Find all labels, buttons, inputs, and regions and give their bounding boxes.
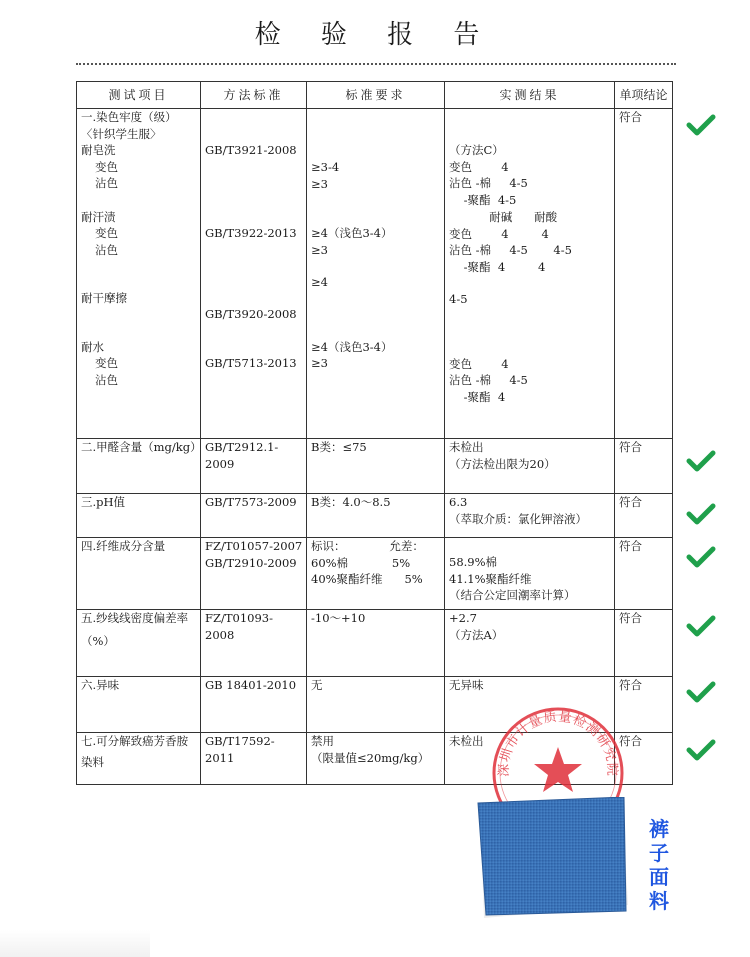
cell-conclusion: 符合: [615, 439, 673, 494]
dotted-divider: [76, 63, 676, 65]
check-icon: [686, 680, 716, 704]
header-result: 实测结果: [445, 82, 615, 109]
bottom-shadow: [0, 930, 150, 957]
cell-item: 二.甲醛含量（mg/kg）: [77, 439, 201, 494]
cell-item: 三.pH值: [77, 494, 201, 538]
cell-result: （方法C） 变色 4 沾色 -棉 4-5 -聚酯 4-5 耐碱 耐酸 变色 4 4 沾色 -棉 4-5 4-5 -聚酯 4 4 4-5 变色 4 沾色 -棉 4-5 -聚酯 4: [445, 109, 615, 439]
check-icon: [686, 545, 716, 569]
star-icon: [534, 747, 582, 792]
table-row: [77, 439, 673, 494]
cell-requirement: B类：≤75: [307, 439, 445, 494]
cell-method: FZ/T01093-2008: [201, 610, 307, 677]
cell-requirement: -10～+10: [307, 610, 445, 677]
table-header-row: [77, 82, 673, 109]
header-conclusion: 单项结论: [615, 82, 673, 109]
cell-result: 未检出: [445, 733, 615, 785]
cell-conclusion: 符合: [615, 733, 673, 785]
cell-requirement: 无: [307, 677, 445, 733]
cell-conclusion: 符合: [615, 494, 673, 538]
cell-conclusion: 符合: [615, 677, 673, 733]
cell-method: FZ/T01057-2007 GB/T2910-2009: [201, 538, 307, 610]
cell-conclusion: 符合: [615, 538, 673, 610]
header-method: 方法标准: [201, 82, 307, 109]
table-row: [77, 109, 673, 439]
cell-requirement: 标识： 允差： 60%棉 5% 40%聚酯纤维 5%: [307, 538, 445, 610]
check-icon: [686, 449, 716, 473]
cell-requirement: ≥3-4 ≥3 ≥4（浅色3-4） ≥3 ≥4 ≥4（浅色3-4） ≥3: [307, 109, 445, 439]
cell-item: 一.染色牢度（级） 〈针织学生服〉 耐皂洗 变色 沾色 耐汗渍 变色 沾色 耐干摩擦 耐水 变色 沾色: [77, 109, 201, 439]
cell-item: 六.异味: [77, 677, 201, 733]
cell-method: GB/T3921-2008 GB/T3922-2013 GB/T3920-2008 GB/T5713-2013: [201, 109, 307, 439]
check-icon: [686, 502, 716, 526]
check-icon: [686, 738, 716, 762]
fabric-label: 裤子面料: [649, 817, 669, 913]
cell-result: 未检出 （方法检出限为20）: [445, 439, 615, 494]
cell-method: GB 18401-2010: [201, 677, 307, 733]
header-requirement: 标准要求: [307, 82, 445, 109]
cell-result: 无异味: [445, 677, 615, 733]
cell-conclusion: 符合: [615, 109, 673, 439]
report-title: 检 验 报 告: [254, 20, 496, 50]
cell-requirement: 禁用 （限量值≤20mg/kg）: [307, 733, 445, 785]
table-row: [77, 494, 673, 538]
check-icon: [686, 614, 716, 638]
svg-text:深圳市计量质量检测研究院: 深圳市计量质量检测研究院: [496, 709, 620, 777]
fabric-swatch: [476, 797, 630, 919]
inspection-table: [76, 81, 673, 785]
table-row: [77, 610, 673, 677]
table-row: [77, 538, 673, 610]
check-icon: [686, 113, 716, 137]
cell-result: 6.3 （萃取介质：氯化钾溶液）: [445, 494, 615, 538]
cell-result: 58.9%棉 41.1%聚酯纤维 （结合公定回潮率计算）: [445, 538, 615, 610]
cell-item: 五.纱线线密度偏差率 （%）: [77, 610, 201, 677]
cell-method: GB/T2912.1-2009: [201, 439, 307, 494]
cell-result: +2.7 （方法A）: [445, 610, 615, 677]
cell-method: GB/T7573-2009: [201, 494, 307, 538]
cell-method: GB/T17592-2011: [201, 733, 307, 785]
header-test-item: 测试项目: [77, 82, 201, 109]
cell-requirement: B类：4.0～8.5: [307, 494, 445, 538]
cell-item: 四.纤维成分含量: [77, 538, 201, 610]
cell-conclusion: 符合: [615, 610, 673, 677]
cell-item: 七.可分解致癌芳香胺 染料: [77, 733, 201, 785]
